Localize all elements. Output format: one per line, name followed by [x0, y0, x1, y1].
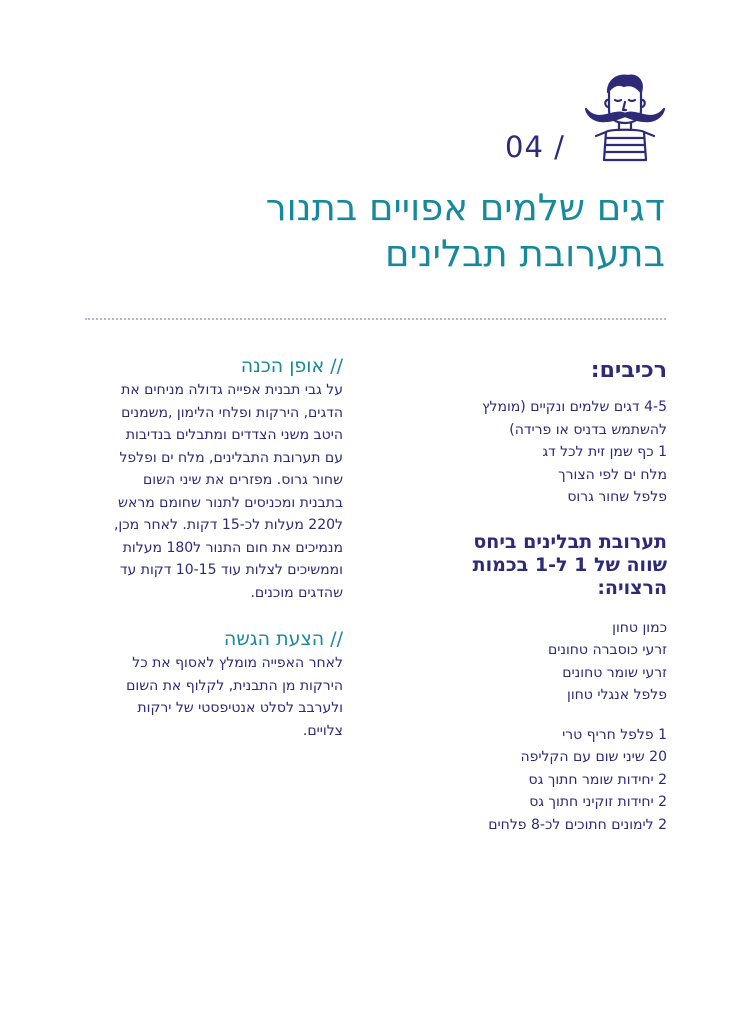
extras-list [367, 724, 667, 837]
preparation-line: בתבנית ומכניסים לתנור שחומם מראש [118, 494, 343, 511]
spice-mix-heading [367, 531, 667, 600]
spice-item: כמון טחון [612, 619, 667, 636]
recipe-number: 04 / [505, 130, 565, 164]
spice-item: זרעי כוסברה טחונים [547, 642, 667, 658]
serving-text [68, 652, 343, 742]
ingredient-item: 4-5 דגים שלמים ונקיים (מומלץ [481, 399, 667, 415]
spice-mix-heading-line: הרצויה: [597, 576, 667, 599]
preparation-line: וממשיכים לצלות עוד 10-15 דקות עד [119, 562, 343, 578]
serving-line: לאחר האפייה מומלץ לאסוף את כל [132, 655, 343, 671]
extra-item: 2 יחידות זוקיני חתוך גס [529, 794, 667, 810]
preparation-text [68, 379, 343, 604]
spice-mix-heading-line: שווה של 1 ל-1 בכמות [472, 553, 667, 576]
spice-list [367, 617, 667, 707]
serving-line: צלויים. [302, 722, 343, 739]
serving-line: ולערבב לסלט אנטיפסטי של ירקות [137, 700, 343, 716]
preparation-line: שהדגים מוכנים. [250, 584, 343, 601]
preparation-line: ל220 מעלות לכ-15 דקות. לאחר מכן, [113, 517, 343, 533]
extra-item: 2 יחידות שומר חתוך גס [528, 771, 667, 788]
page-title [145, 185, 665, 277]
extra-item: 20 שיני שום עם הקליפה [520, 749, 667, 765]
extra-item: 1 פלפל חריף טרי [562, 726, 667, 743]
preparation-line: מנמיכים את חום התנור ל180 מעלות [122, 539, 343, 556]
ingredient-item: פלפל שחור גרוס [567, 489, 667, 505]
ingredient-item: 1 כף שמן זית לכל דג [542, 444, 667, 460]
preparation-line: הדגים, הירקות ופלחי הלימון ,משמנים [121, 404, 343, 421]
title-line: בתערובת תבלינים [385, 232, 665, 275]
ingredients-column [367, 356, 667, 836]
preparation-line: עם תערובת התבלינים, מלח ים ופלפל [119, 449, 343, 466]
preparation-line: היטב משני הצדדים ומתבלים בנדיבות [125, 427, 343, 443]
title-line: דגים שלמים אפויים בתנור [265, 186, 665, 229]
spice-mix-heading-line: תערובת תבלינים ביחס [473, 530, 667, 553]
preparation-line: שחור גרוס. מפזרים את שיני השום [143, 472, 343, 488]
preparation-column [68, 353, 343, 742]
ingredient-item: להשתמש בדניס או פרידה) [509, 421, 667, 438]
serving-heading: // הצעת הגשה [223, 628, 343, 650]
serving-line: הירקות מן התבנית, לקלוף את השום [126, 677, 343, 694]
ingredients-heading: רכיבים: [590, 358, 667, 383]
spice-item: זרעי שומר טחונים [562, 664, 667, 681]
extra-item: 2 לימונים חתוכים לכ-8 פלחים [488, 816, 667, 833]
ingredients-list [367, 396, 667, 509]
preparation-heading: // אופן הכנה [240, 355, 343, 377]
preparation-line: על גבי תבנית אפייה גדולה מניחים את [121, 382, 343, 398]
ingredient-item: מלח ים לפי הצורך [558, 466, 667, 483]
dotted-divider [85, 318, 666, 320]
spice-item: פלפל אנגלי טחון [567, 687, 667, 703]
chef-mustache-illustration [578, 70, 670, 166]
